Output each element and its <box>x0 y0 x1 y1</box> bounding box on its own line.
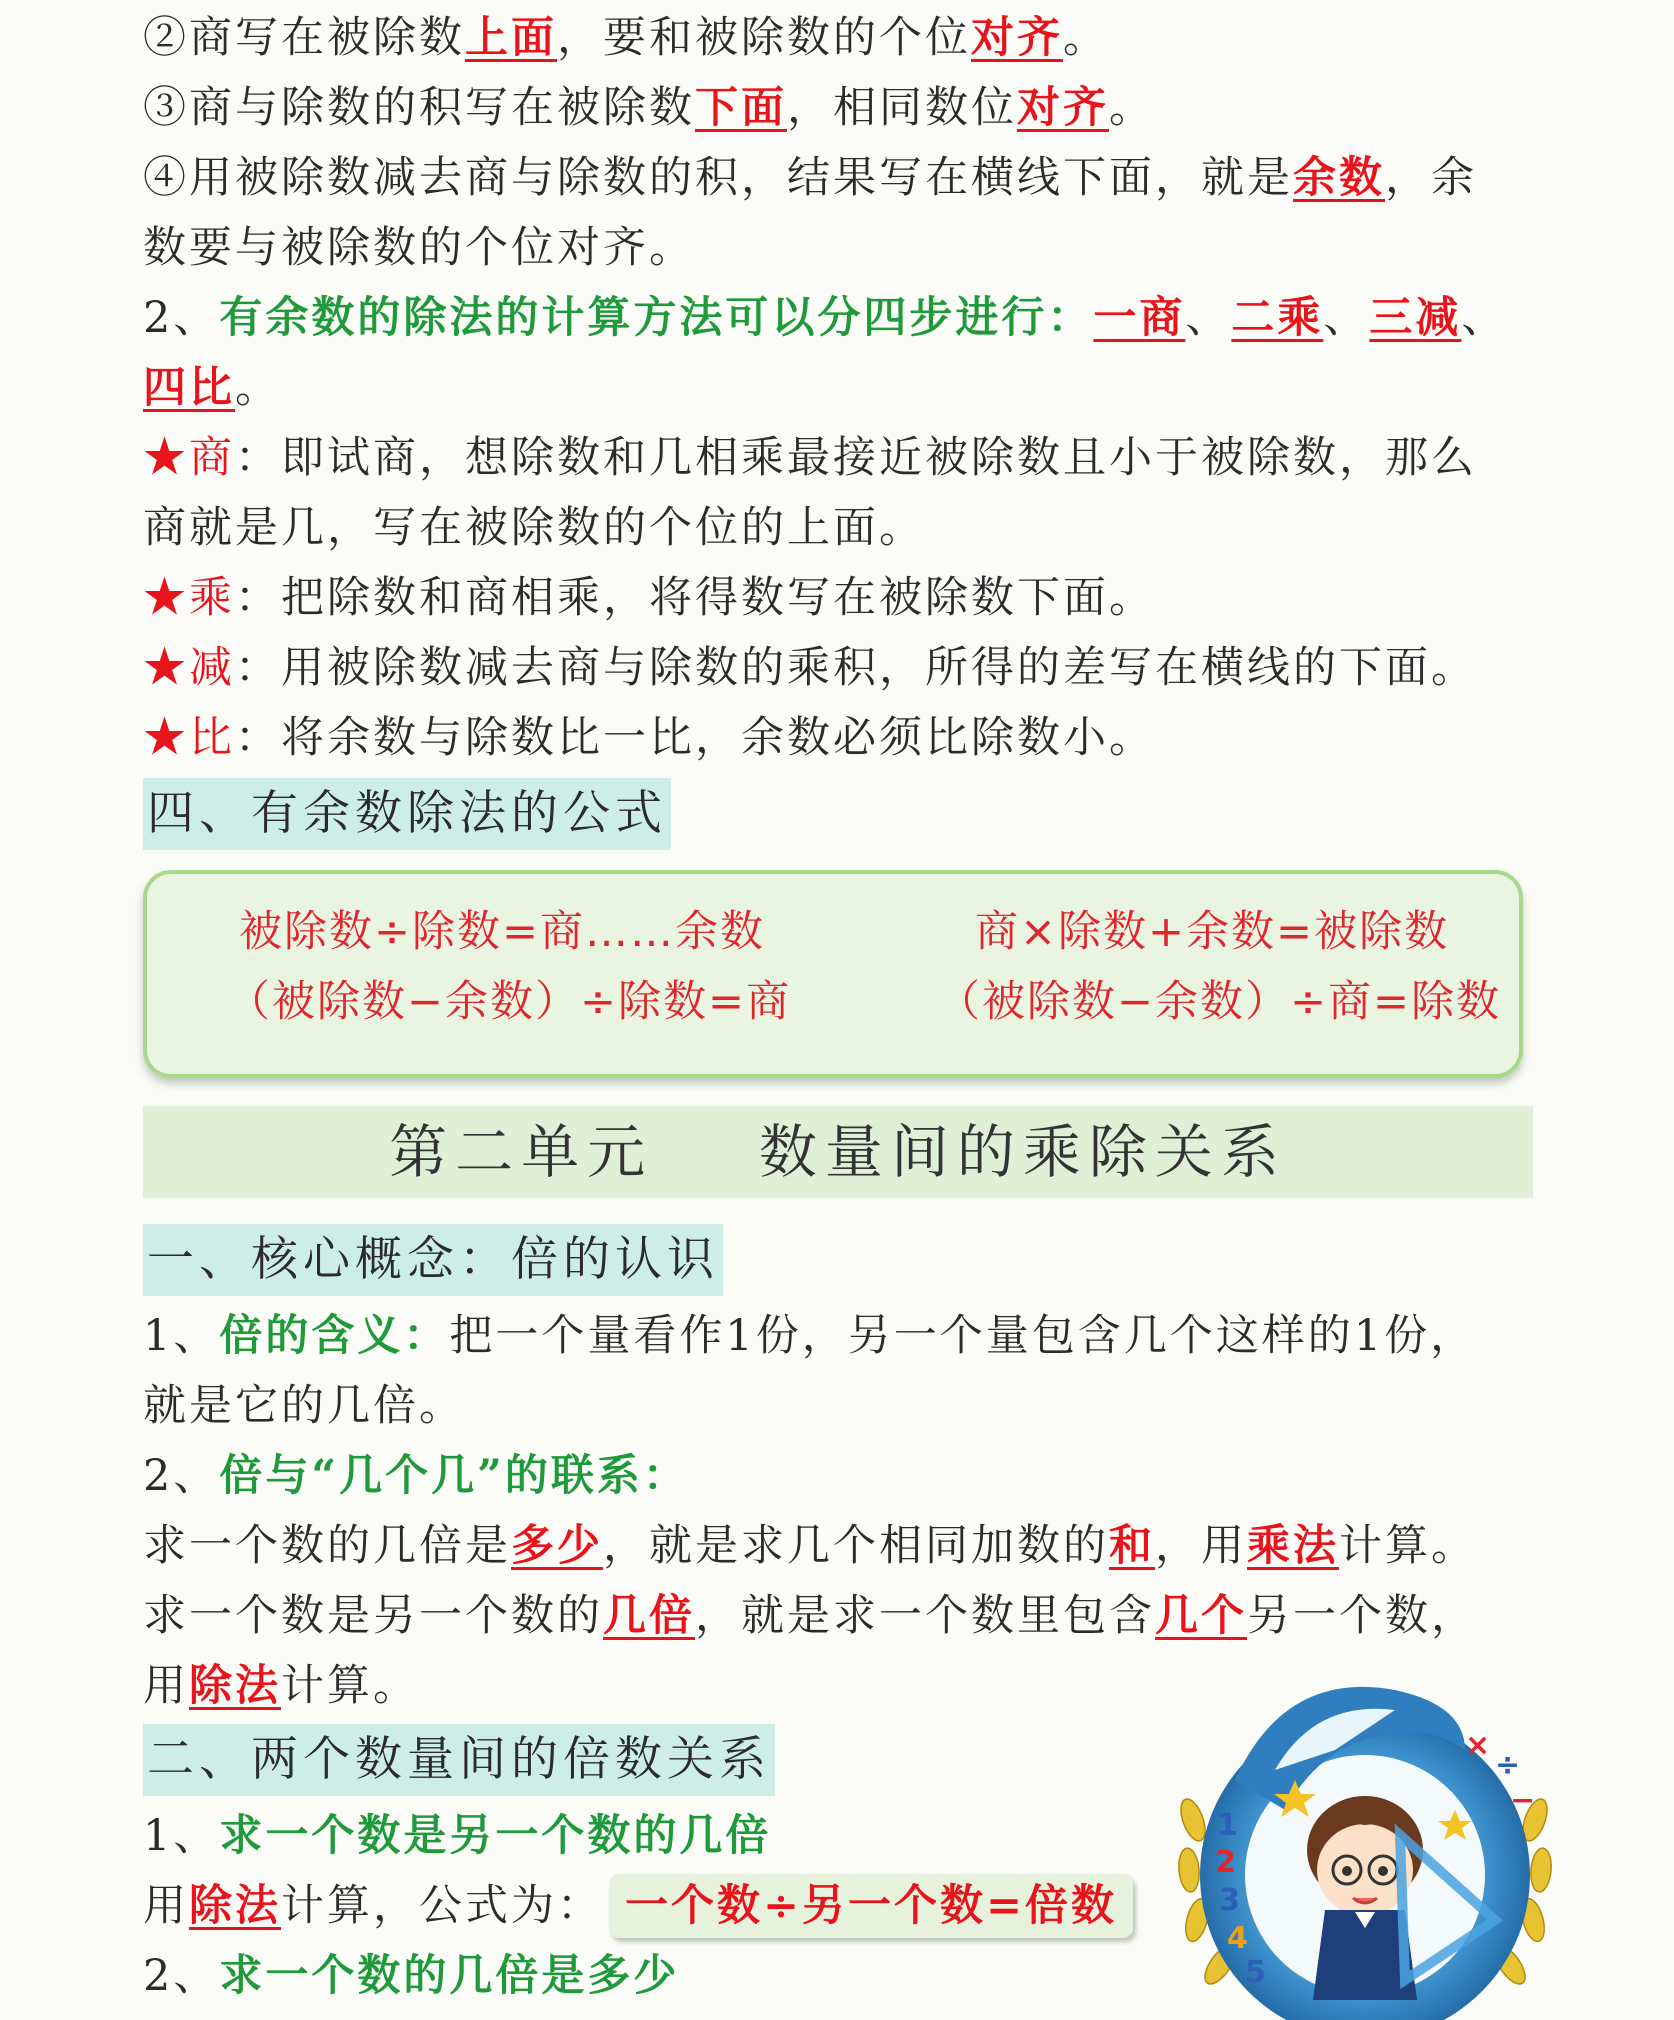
keyword: 几个 <box>1155 1591 1247 1641</box>
keyword: 对齐 <box>971 13 1063 63</box>
keyword: 二乘 <box>1231 293 1324 343</box>
svg-text:3: 3 <box>1219 1883 1240 1918</box>
text: 1、 <box>143 1811 220 1861</box>
svg-text:−: − <box>1510 1783 1536 1818</box>
keyword: 除法 <box>189 1881 281 1931</box>
question-2-heading <box>143 1946 679 2006</box>
text: 计算，公式为： <box>281 1881 603 1931</box>
keyword: 下面 <box>695 83 787 133</box>
text: 另一个数， <box>1247 1591 1477 1641</box>
star-key: 商 <box>189 433 235 483</box>
text: 、 <box>1323 293 1370 343</box>
text: 2、 <box>143 293 220 343</box>
text: 用 <box>143 1661 189 1711</box>
text: 求一个数的几倍是 <box>143 1521 511 1571</box>
formula-4: （被除数−余数）÷商=除数 <box>937 977 1502 1027</box>
text: ：将余数与除数比一比，余数必须比除数小。 <box>235 713 1155 763</box>
star-icon: ★ <box>143 713 189 763</box>
star-item-bi <box>143 708 1155 768</box>
green-heading: 求一个数是另一个数的几倍 <box>219 1811 772 1861</box>
text: 。 <box>235 363 281 413</box>
question-1-heading <box>143 1806 771 1866</box>
method-line-cont <box>143 358 281 418</box>
step-3-line <box>143 78 1155 138</box>
text: ，用 <box>1155 1521 1247 1571</box>
star-key: 比 <box>189 713 235 763</box>
section-heading-multiple-relation: 二、两个数量间的倍数关系 <box>143 1724 775 1796</box>
text: 、 <box>1185 293 1232 343</box>
text: ，就是求几个相同加数的 <box>603 1521 1109 1571</box>
section-heading-concept: 一、核心概念：倍的认识 <box>143 1224 723 1296</box>
keyword: 几倍 <box>603 1591 695 1641</box>
star-item-cheng <box>143 568 1155 628</box>
keyword: 三减 <box>1369 293 1462 343</box>
text: 。 <box>1109 83 1155 133</box>
relation-line-1 <box>143 1516 1477 1576</box>
step-2-line <box>143 8 1109 68</box>
star-item-jian <box>143 638 1477 698</box>
svg-text:4: 4 <box>1227 1921 1248 1956</box>
star-key: 乘 <box>189 573 235 623</box>
star-icon: ★ <box>143 643 189 693</box>
text: 把一个量看作1份，另一个量包含几个这样的1份， <box>449 1311 1477 1361</box>
formula-3: （被除数−余数）÷除数=商 <box>227 977 792 1027</box>
text: 计算。 <box>1339 1521 1477 1571</box>
green-heading: 有余数的除法的计算方法可以分四步进行： <box>219 293 1094 343</box>
green-heading: 求一个数的几倍是多少 <box>219 1951 680 2001</box>
green-heading: 倍与“几个几”的联系： <box>219 1451 689 1501</box>
keyword: 对齐 <box>1017 83 1109 133</box>
text: ③商与除数的积写在被除数 <box>143 83 695 133</box>
meaning-line-cont: 就是它的几倍。 <box>143 1381 465 1431</box>
star-item-shang-cont: 商就是几，写在被除数的个位的上面。 <box>143 503 925 553</box>
keyword: 乘法 <box>1247 1521 1339 1571</box>
text: ，余 <box>1385 153 1477 203</box>
text: 1、 <box>143 1311 220 1361</box>
method-line <box>143 288 1507 348</box>
star-icon: ★ <box>143 573 189 623</box>
text: ④用被除数减去商与除数的积，结果写在横线下面，就是 <box>143 153 1293 203</box>
keyword: 和 <box>1109 1521 1155 1571</box>
text: ，要和被除数的个位 <box>557 13 971 63</box>
green-heading: 倍的含义： <box>219 1311 450 1361</box>
text: ：用被除数减去商与除数的乘积，所得的差写在横线的下面。 <box>235 643 1477 693</box>
math-cartoon-badge-icon <box>1165 1660 1565 2020</box>
formula-1: 被除数÷除数=商……余数 <box>239 907 766 957</box>
text: ，就是求一个数里包含 <box>695 1591 1155 1641</box>
formula-box <box>143 870 1523 1078</box>
text: 计算。 <box>281 1661 419 1711</box>
text: 、 <box>1461 293 1508 343</box>
relation-line-2 <box>143 1586 1477 1646</box>
section-heading-formulas: 四、有余数除法的公式 <box>143 778 671 850</box>
text: ：即试商，想除数和几相乘最接近被除数且小于被除数，那么 <box>235 433 1477 483</box>
keyword: 除法 <box>189 1661 281 1711</box>
svg-text:5: 5 <box>1245 1955 1266 1990</box>
relation-heading-line <box>143 1446 689 1506</box>
svg-text:×: × <box>1465 1728 1491 1763</box>
keyword: 多少 <box>511 1521 603 1571</box>
star-item-shang <box>143 428 1477 488</box>
text: 求一个数是另一个数的 <box>143 1591 603 1641</box>
inline-formula-box: 一个数÷另一个数=倍数 <box>609 1874 1133 1938</box>
svg-text:1: 1 <box>1217 1808 1238 1843</box>
step-4-line-cont: 数要与被除数的个位对齐。 <box>143 223 695 273</box>
relation-line-3 <box>143 1656 419 1716</box>
text: 2、 <box>143 1951 220 2001</box>
keyword: 余数 <box>1293 153 1385 203</box>
text: 用 <box>143 1881 189 1931</box>
step-4-line <box>143 148 1477 208</box>
svg-text:÷: ÷ <box>1495 1748 1521 1783</box>
svg-text:2: 2 <box>1215 1845 1236 1880</box>
text: ②商写在被除数 <box>143 13 465 63</box>
text: 。 <box>1063 13 1109 63</box>
formula-2: 商×除数+余数=被除数 <box>975 907 1450 957</box>
keyword: 四比 <box>143 363 235 413</box>
star-key: 减 <box>189 643 235 693</box>
meaning-line <box>143 1306 1476 1366</box>
star-icon: ★ <box>143 433 189 483</box>
text: ：把除数和商相乘，将得数写在被除数下面。 <box>235 573 1155 623</box>
text: 2、 <box>143 1451 220 1501</box>
keyword: 一商 <box>1093 293 1186 343</box>
question-1-formula-line <box>143 1874 1133 1938</box>
keyword: 上面 <box>465 13 557 63</box>
text: ，相同数位 <box>787 83 1017 133</box>
unit-title-banner: 第二单元 数量间的乘除关系 <box>143 1106 1533 1198</box>
